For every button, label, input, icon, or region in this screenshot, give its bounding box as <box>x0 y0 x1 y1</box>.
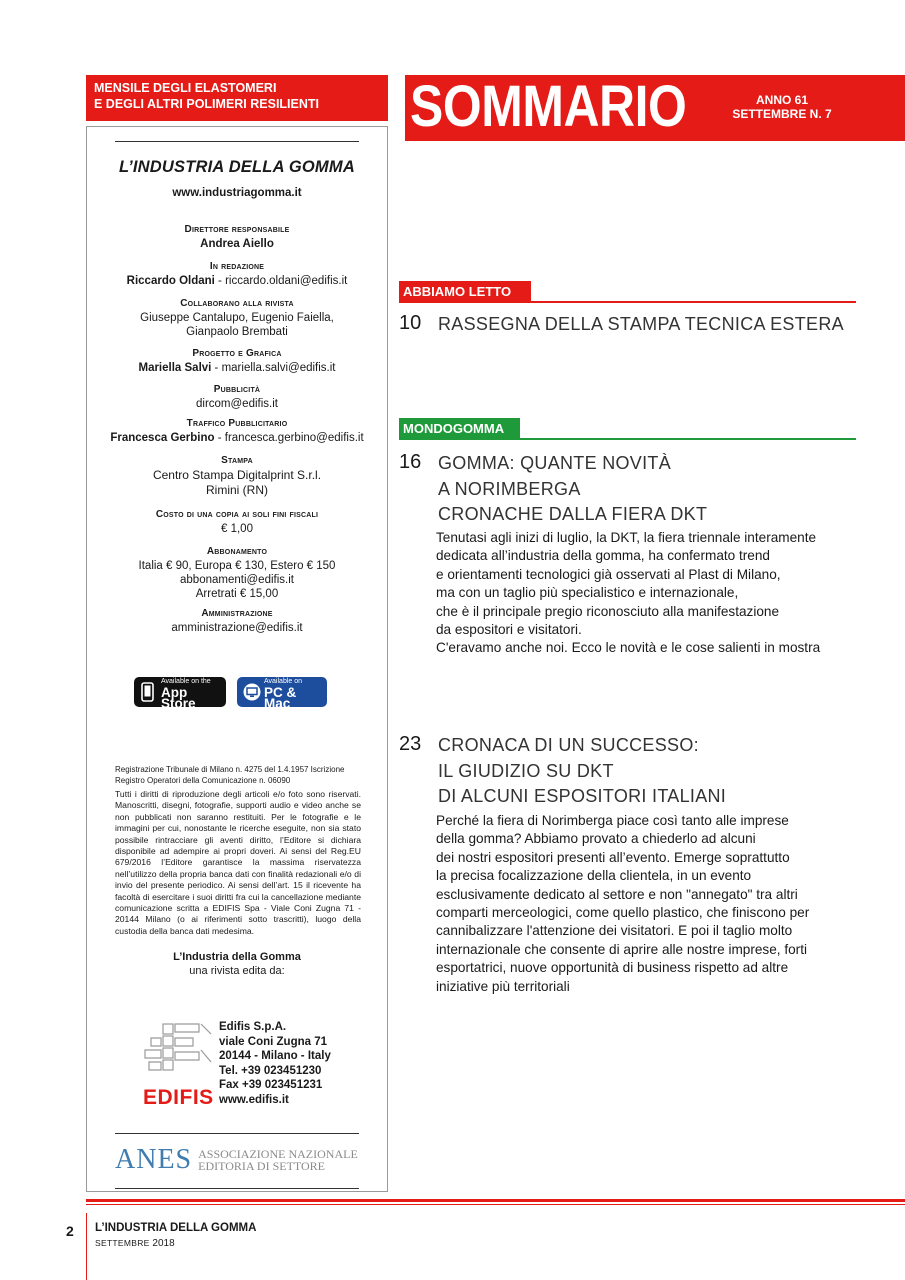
section-abbiamo-letto <box>399 281 856 303</box>
footer-rule <box>86 1199 905 1202</box>
abstract-line: la precisa focalizzazione della clientela, in un evento <box>436 868 752 884</box>
anes-subtitle-1: ASSOCIAZIONE NAZIONALE <box>198 1147 358 1161</box>
credit-email[interactable]: - riccardo.oldani@edifis.it <box>214 275 348 287</box>
credit-names-1: Giuseppe Cantalupo, Eugenio Faiella, <box>140 312 334 324</box>
credit-email[interactable]: amministrazione@edifis.it <box>171 622 303 634</box>
credit-email[interactable]: - francesca.gerbino@edifis.it <box>214 432 364 444</box>
issue-info <box>727 93 837 121</box>
anes-wordmark: ANES <box>115 1144 193 1175</box>
anes-logo <box>115 1144 358 1176</box>
divider <box>115 141 359 142</box>
section-tag: MONDOGOMMA <box>399 418 520 438</box>
article-title: RASSEGNA DELLA STAMPA TECNICA ESTERA <box>438 314 844 334</box>
registration-note <box>115 764 361 786</box>
registration-line-2: Registro Operatori della Comunicazione n. 06090 <box>115 776 291 785</box>
abstract-line: C'eravamo anche noi. Ecco le novità e le cose salienti in mostra <box>436 640 821 656</box>
issue-year: ANNO 61 <box>755 93 808 107</box>
credit-price: € 1,00 <box>221 523 253 535</box>
abstract-line: esportatrici, nuove opportunità di business rispetto ad altre <box>436 960 789 976</box>
footer-month: SETTEMBRE <box>95 1238 150 1248</box>
divider <box>115 1188 359 1189</box>
credit-heading: Costo di una copia ai soli fini fiscali <box>155 509 319 520</box>
credit-costo <box>87 508 387 536</box>
credit-abbonamento <box>87 545 387 601</box>
abstract-line: cannibalizzare l'attenzione dei visitatori. E poi il taglio molto <box>436 923 793 939</box>
issue-number: SETTEMBRE N. 7 <box>732 107 832 121</box>
publisher-address <box>219 1020 331 1107</box>
badge-label: App Store <box>161 684 196 711</box>
publisher-intro <box>87 950 387 978</box>
credit-heading: Pubblicità <box>213 384 261 395</box>
magazine-url[interactable]: www.industriagomma.it <box>172 187 302 199</box>
address-company: Edifis S.p.A. <box>219 1021 287 1033</box>
credit-traffico <box>87 417 387 445</box>
abstract-line: e orientamenti tecnologici già osservati al Plast di Milano, <box>436 566 781 582</box>
magazine-title: L’INDUSTRIA DELLA GOMMA <box>119 158 355 176</box>
credit-collaborano <box>87 297 387 339</box>
publisher-intro-title: L’Industria della Gomma <box>173 951 301 963</box>
badge-caption: Available on <box>264 677 303 685</box>
article-23[interactable] <box>399 733 879 998</box>
article-title <box>438 451 707 528</box>
tagline-line-2: E DEGLI ALTRI POLIMERI RESILIENTI <box>94 97 320 111</box>
tagline-band <box>86 75 388 121</box>
credit-heading: In redazione <box>209 261 265 272</box>
credit-name: Francesca Gerbino <box>110 432 215 444</box>
abstract-line: dei nostri espositori presenti all’evento. Emerge soprattutto <box>436 849 790 865</box>
abstract-line: dedicata all’industria della gomma, ha confermato trend <box>436 548 770 564</box>
abstract-line: che è il principale pregio riconosciuto alla manifestazione <box>436 603 780 619</box>
credit-stampa <box>87 454 387 498</box>
computer-icon <box>243 682 259 702</box>
address-tel: Tel. +39 023451230 <box>219 1064 322 1077</box>
abstract-line: esclusivamente dedicato al settore e non "annegato" tra altri <box>436 886 798 902</box>
footer-vertical-rule <box>86 1213 87 1280</box>
credit-printer-city: Rimini (RN) <box>206 483 268 497</box>
footer-rule-thin <box>86 1204 905 1205</box>
article-page-number: 10 <box>399 312 422 334</box>
address-fax: Fax +39 023451231 <box>219 1079 323 1091</box>
abstract-line: da espositori e visitatori. <box>436 622 582 638</box>
credit-prices: Italia € 90, Europa € 130, Estero € 150 <box>138 560 336 572</box>
section-tag: ABBIAMO LETTO <box>399 281 531 301</box>
publisher-intro-sub: una rivista edita da: <box>189 965 285 977</box>
article-title-line: IL GIUDIZIO SU DKT <box>438 760 614 781</box>
article-page-number: 16 <box>399 451 422 473</box>
abstract-line: internazionale che consente di aprire alle nostre imprese, forti <box>436 941 808 957</box>
badge-label: PC & Mac <box>264 684 297 711</box>
masthead-box <box>86 126 388 1192</box>
abstract-line: iniziative più territoriali <box>436 978 570 994</box>
article-title-line: CRONACHE DALLA FIERA DKT <box>438 504 708 524</box>
article-title-line: GOMMA: QUANTE NOVITÀ <box>438 453 672 473</box>
pc-mac-badge[interactable] <box>237 677 327 711</box>
credit-grafica <box>87 347 387 375</box>
registration-line-1: Registrazione Tribunale di Milano n. 4275 del 1.4.1957 Iscrizione <box>115 765 345 774</box>
credit-heading: Abbonamento <box>206 546 268 557</box>
credit-heading: Direttore responsabile <box>184 224 290 235</box>
credit-printer: Centro Stampa Digitalprint S.r.l. <box>152 468 322 482</box>
sommario-header <box>405 75 905 141</box>
credit-email[interactable]: - mariella.salvi@edifis.it <box>211 362 336 374</box>
credit-names-2: Gianpaolo Brembati <box>186 326 288 338</box>
credit-direttore <box>87 223 387 251</box>
badge-caption: Available on the <box>161 677 211 685</box>
abstract-line: ma con un taglio più specialistico e internazionale, <box>436 585 739 601</box>
page-number: 2 <box>66 1223 74 1239</box>
address-street: viale Coni Zugna 71 <box>219 1035 327 1048</box>
article-title <box>438 733 726 810</box>
credit-arretrati: Arretrati € 15,00 <box>195 588 279 600</box>
apple-icon <box>140 682 156 702</box>
credit-name: Mariella Salvi <box>138 362 212 374</box>
section-rule <box>399 438 856 440</box>
credit-pubblicita <box>87 383 387 411</box>
credit-redazione <box>87 260 387 288</box>
article-abstract <box>436 529 820 658</box>
abstract-line: comparti merceologici, come quello plastico, che finiscono per <box>436 905 810 921</box>
anes-subtitle <box>198 1148 358 1172</box>
credit-amministrazione <box>87 607 387 635</box>
tagline-line-1: MENSILE DEGLI ELASTOMERI <box>94 81 277 95</box>
abstract-line: Tenutasi agli inizi di luglio, la DKT, la fiera triennale interamente <box>436 530 817 545</box>
credit-name: Andrea Aiello <box>200 238 274 250</box>
credit-heading: Amministrazione <box>201 608 273 619</box>
copyright-notice: Tutti i diritti di riproduzione degli articoli e/o foto sono riservati. Manoscritti, disegni, fotografie, supporti audio e video anche se non pubblicati non saranno restituiti. Per le fotografie e le immagini per cui, nonostante le ricerche eseguite, non sia stato possibile rintracciare gli aventi diritto, l’Editore si dichiara disponibile ad adempire ai propri doveri. Ai sensi del Reg.EU 679/2016 l’Editore garantisce la massima riservatezza nell’utilizzo della propria banca dati con finalità redazionali e/o di invio del presente periodico. Ai sensi dell’art. 15 il ricevente ha facoltà di esercitare i suoi diritti fra cui la cancellazione mediante comunicazione scritta a EDIFIS Spa - Viale Coni Zugna 71 - 20144 Milano (o ai riferimenti sotto trascritti), luogo della custodia della banca dati medesima. <box>115 789 361 936</box>
abstract-line: della gomma? Abbiamo provato a chiederlo ad alcuni <box>436 831 756 847</box>
app-store-badge[interactable] <box>134 677 226 711</box>
address-city: 20144 - Milano - Italy <box>219 1050 331 1062</box>
footer-date <box>95 1238 175 1249</box>
credit-heading: Collaborano alla rivista <box>180 298 294 309</box>
footer-magazine-title: L’INDUSTRIA DELLA GOMMA <box>95 1222 257 1234</box>
page-title: SOMMARIO <box>410 74 687 139</box>
credit-heading: Traffico Pubblicitario <box>186 418 288 429</box>
section-mondogomma <box>399 418 856 440</box>
address-url[interactable]: www.edifis.it <box>219 1093 289 1106</box>
article-title-line: A NORIMBERGA <box>438 478 581 499</box>
anes-subtitle-2: EDITORIA DI SETTORE <box>198 1159 326 1173</box>
abstract-line: Perché la fiera di Norimberga piace così tanto alle imprese <box>436 813 789 828</box>
footer-year: 2018 <box>149 1238 175 1249</box>
section-rule <box>399 301 856 303</box>
credit-email[interactable]: dircom@edifis.it <box>196 398 278 410</box>
article-title-line: CRONACA DI UN SUCCESSO: <box>438 735 699 755</box>
article-title-line: DI ALCUNI ESPOSITORI ITALIANI <box>438 786 727 806</box>
credit-heading: Stampa <box>221 455 253 466</box>
article-abstract <box>436 812 809 996</box>
credit-email[interactable]: abbonamenti@edifis.it <box>180 574 294 586</box>
article-page-number: 23 <box>399 733 422 755</box>
edifis-wordmark: EDIFIS <box>143 1086 214 1109</box>
divider <box>115 1133 359 1134</box>
article-16[interactable] <box>399 451 879 666</box>
credit-heading: Progetto e Grafica <box>192 348 282 359</box>
credit-name: Riccardo Oldani <box>126 275 215 287</box>
